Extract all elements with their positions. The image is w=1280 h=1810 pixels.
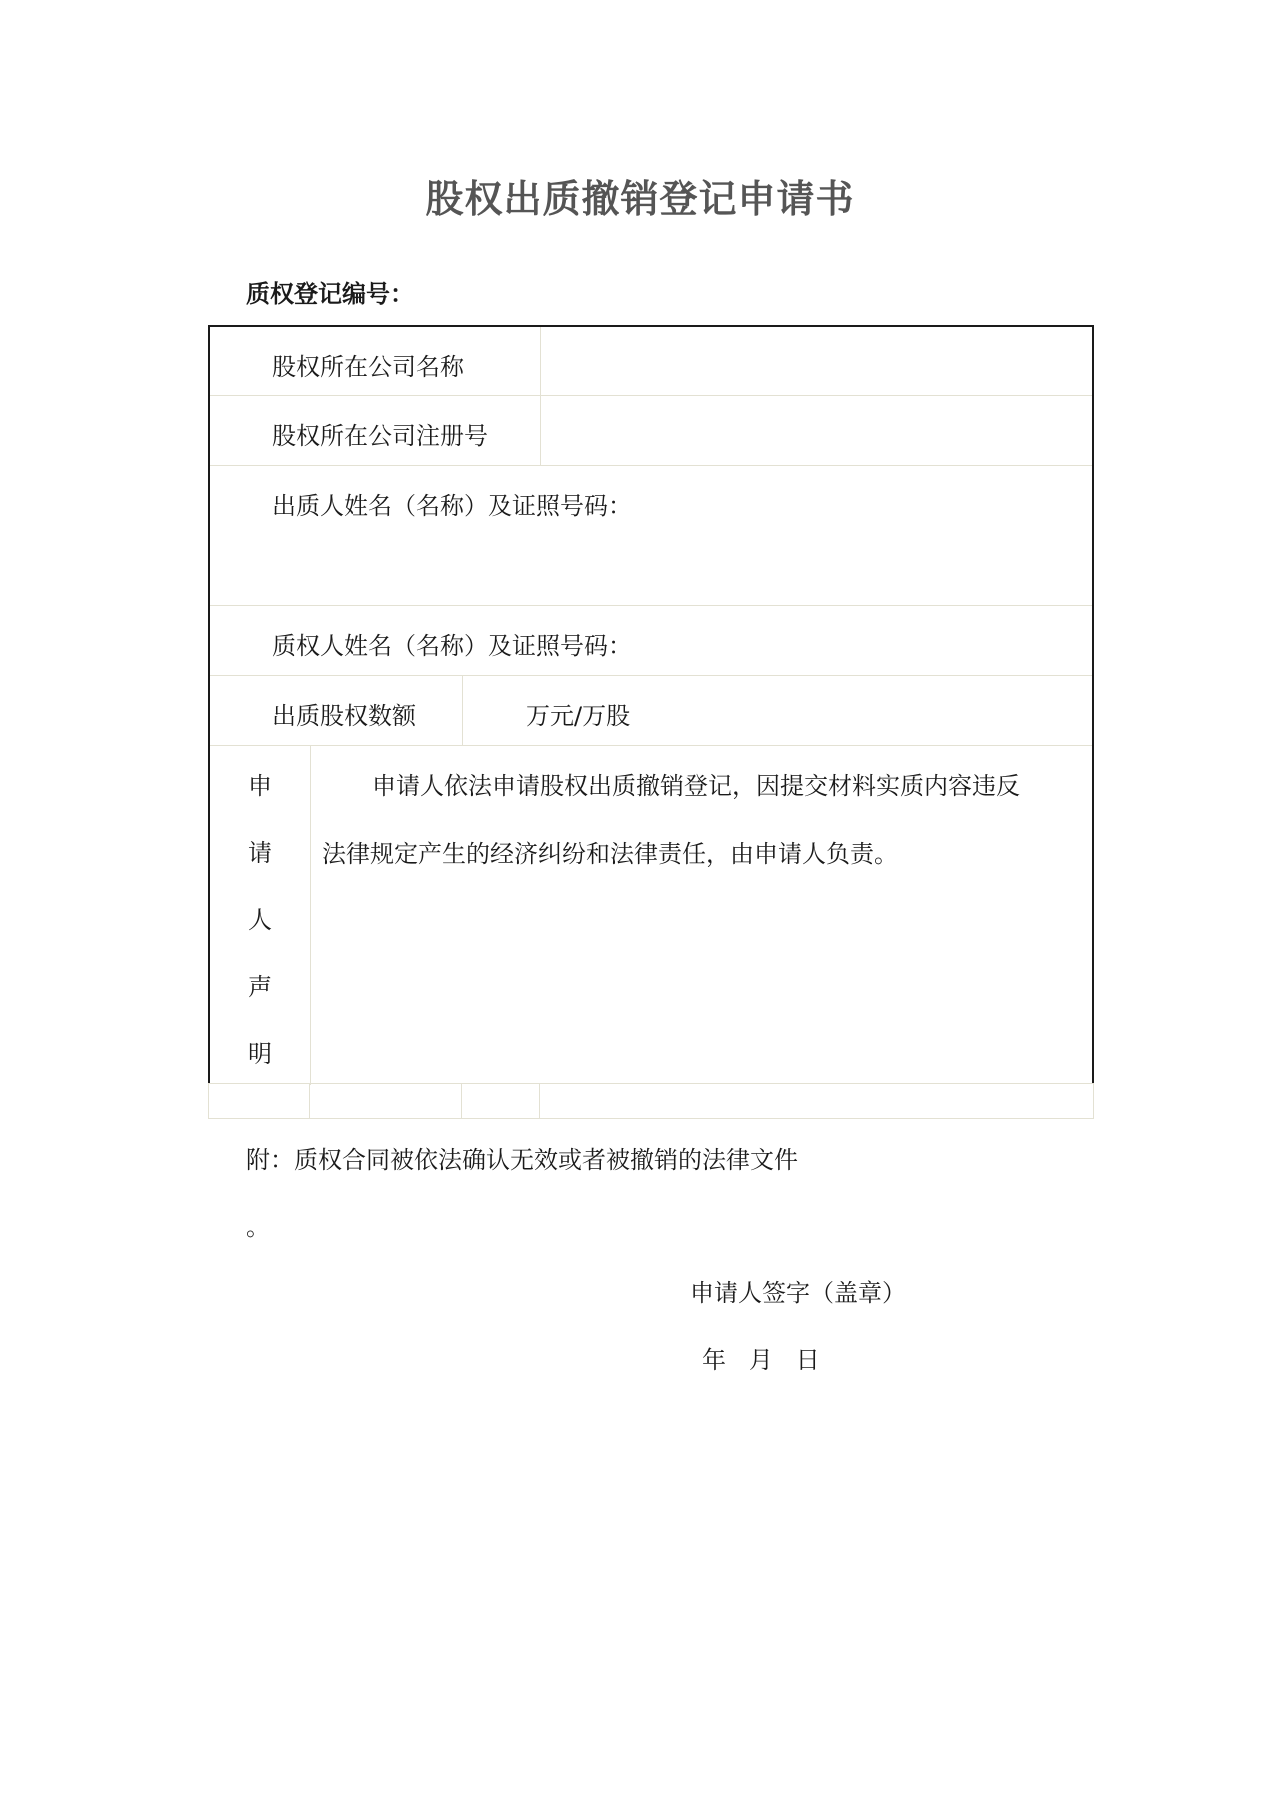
declaration-side-label-char: 申 xyxy=(248,772,272,800)
attachment-note: 附：质权合同被依法确认无效或者被撤销的法律文件 xyxy=(246,1146,798,1174)
pledged-amount-row xyxy=(210,676,1092,746)
column-divider xyxy=(540,327,541,395)
column-divider xyxy=(310,746,311,1085)
company-name-value-cell[interactable] xyxy=(542,327,1092,395)
table-bottom-strip xyxy=(208,1083,1094,1119)
declaration-text-line-2: 法律规定产生的经济纠纷和法律责任，由申请人负责。 xyxy=(322,840,898,868)
company-reg-no-row xyxy=(210,396,1092,466)
column-divider xyxy=(540,396,541,465)
company-reg-no-value-cell[interactable] xyxy=(542,396,1092,465)
pledged-amount-label: 出质股权数额 xyxy=(272,702,416,730)
column-divider xyxy=(462,676,463,745)
attachment-period: 。 xyxy=(246,1213,270,1241)
document-title: 股权出质撤销登记申请书 xyxy=(425,177,855,221)
column-divider xyxy=(309,1084,310,1118)
pledgor-row[interactable] xyxy=(210,466,1092,606)
company-name-label: 股权所在公司名称 xyxy=(272,353,464,381)
applicant-signature-label: 申请人签字（盖章） xyxy=(690,1279,906,1307)
company-name-row xyxy=(210,327,1092,396)
applicant-declaration-row xyxy=(210,746,1092,1085)
pledgee-row[interactable] xyxy=(210,606,1092,676)
declaration-side-label-char: 明 xyxy=(248,1040,272,1068)
pledged-amount-unit[interactable]: 万元/万股 xyxy=(526,702,631,730)
application-form-table xyxy=(208,325,1094,1083)
pledge-registration-number-label: 质权登记编号： xyxy=(246,280,414,308)
column-divider xyxy=(461,1084,462,1118)
declaration-side-label-char: 人 xyxy=(248,906,272,934)
column-divider xyxy=(539,1084,540,1118)
date-label: 年 月 日 xyxy=(702,1346,820,1374)
declaration-side-label-char: 请 xyxy=(248,839,272,867)
company-reg-no-label: 股权所在公司注册号 xyxy=(272,422,488,450)
declaration-text-line-1: 申请人依法申请股权出质撤销登记，因提交材料实质内容违反 xyxy=(372,772,1020,800)
pledgor-label: 出质人姓名（名称）及证照号码： xyxy=(272,492,632,520)
declaration-side-label-char: 声 xyxy=(248,973,272,1001)
pledgee-label: 质权人姓名（名称）及证照号码： xyxy=(272,632,632,660)
